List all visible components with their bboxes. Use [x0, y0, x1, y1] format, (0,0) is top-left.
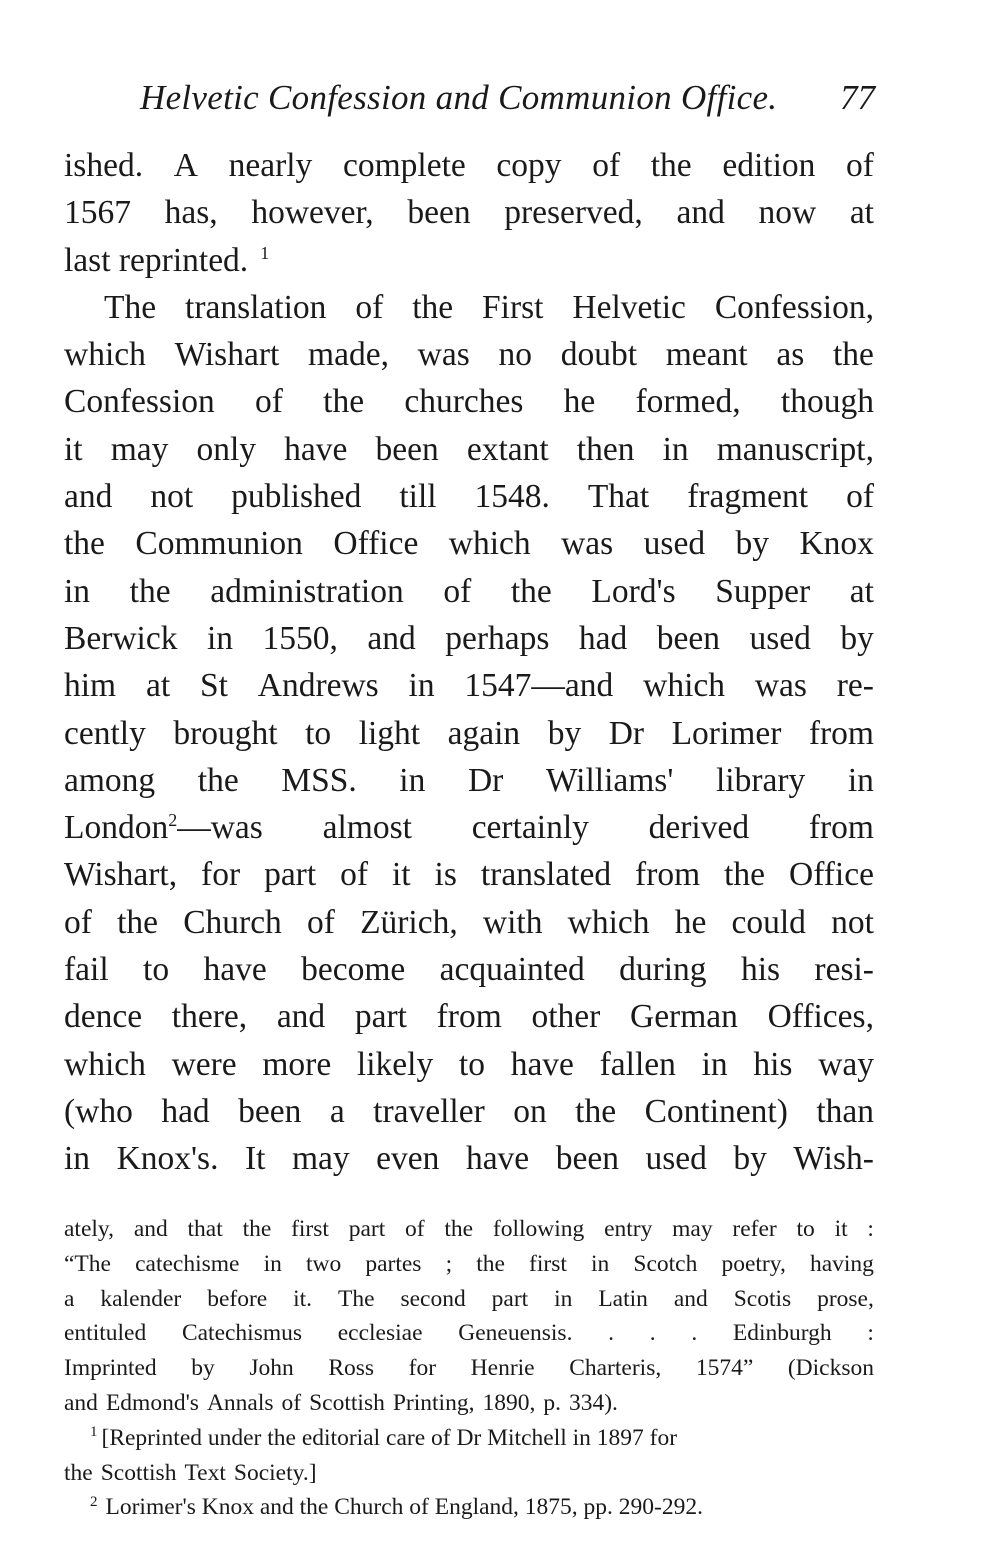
footnote-word: may: [672, 1216, 713, 1242]
text-word: part: [354, 998, 407, 1036]
text-word: in: [408, 667, 435, 705]
text-word: from: [635, 856, 701, 894]
text-word: and: [676, 194, 725, 232]
text-word: have: [510, 1045, 574, 1083]
text-word: German: [630, 998, 738, 1036]
footnote-word: the: [64, 1459, 93, 1486]
footnote-word: John: [249, 1355, 294, 1382]
footnote-word: first: [529, 1250, 567, 1277]
text-word: the: [724, 856, 766, 894]
footnote-word: refer: [732, 1216, 777, 1242]
text-word: at: [849, 572, 874, 610]
footnote-line-content: $^2$ Lorimer's Knox and the Church of England, 1875, pp. 290-292.: [90, 1493, 704, 1521]
footnote-word: (Dickson: [787, 1355, 874, 1382]
footnote-word: for: [408, 1355, 437, 1382]
text-word: was: [754, 667, 807, 705]
text-word: which: [448, 525, 531, 563]
text-word: That: [587, 478, 650, 516]
text-word: used: [643, 525, 706, 563]
footnote-line: [64, 1247, 874, 1282]
text-line: [64, 946, 874, 993]
text-word: than: [816, 1092, 874, 1130]
text-word: the: [323, 383, 365, 421]
footnote-word: Scotch: [633, 1250, 698, 1277]
footnote-word: in: [263, 1250, 282, 1277]
text-line: [64, 1088, 874, 1135]
text-word: Communion: [135, 525, 303, 563]
text-word: been: [238, 1092, 302, 1130]
footnote-word: second: [400, 1285, 466, 1312]
footnote-word: Latin: [598, 1285, 648, 1312]
footnote-word: Catechismus: [181, 1320, 303, 1347]
text-word: his: [740, 951, 781, 989]
footnote-word: Edmond's: [105, 1389, 199, 1416]
footnote-word: Ross: [328, 1355, 375, 1382]
running-title: Helvetic Confession and Communion Office.: [140, 78, 778, 117]
footnote-word: Text: [184, 1459, 226, 1486]
text-word: Dr: [608, 714, 645, 752]
text-line: [64, 284, 874, 331]
footnote-mark-2: 2: [90, 1493, 98, 1510]
text-word: (who: [64, 1092, 133, 1130]
footnote-word: Edinburgh: [732, 1320, 832, 1347]
footnote-ref-2: 2: [168, 810, 178, 830]
text-word: brought: [173, 714, 278, 752]
text-word: traveller: [373, 1092, 485, 1130]
text-word: certainly: [471, 809, 589, 847]
text-word: Lorimer: [671, 714, 782, 752]
text-word: way: [818, 1045, 874, 1083]
text-word: Lord's: [591, 572, 676, 610]
text-word: may: [291, 1140, 350, 1178]
text-word: Wishart,: [64, 856, 178, 894]
text-word: published: [231, 478, 362, 516]
footnote-word: 334).: [568, 1389, 618, 1416]
text-word: were: [171, 1045, 237, 1083]
text-line: [64, 331, 874, 378]
running-head: [140, 78, 875, 128]
text-word: Offices,: [767, 998, 874, 1036]
text-word: part: [264, 856, 317, 894]
text-word: Helvetic: [572, 288, 686, 326]
footnote-word: Geneuensis.: [458, 1320, 573, 1347]
text-word: Confession: [64, 383, 215, 421]
footnote-word: in: [591, 1250, 610, 1277]
footnote-word: entry: [604, 1216, 653, 1242]
footnote-word: the: [444, 1216, 474, 1242]
footnote-line: [64, 1212, 874, 1247]
text-word: to: [305, 714, 332, 752]
text-word: resi-: [814, 951, 874, 989]
text-word: at: [849, 194, 874, 232]
text-word: made,: [308, 336, 389, 374]
text-word: had: [578, 619, 628, 657]
text-word: and: [276, 998, 326, 1036]
text-word: Williams': [545, 761, 674, 799]
text-word: till: [399, 478, 437, 516]
text-word: Berwick: [64, 619, 178, 657]
footnote-words: [Reprinted under the editorial care of Dr Mitchell in 1897 for: [101, 1424, 678, 1451]
footnote-word: .: [649, 1320, 656, 1347]
footnote-word: and: [673, 1285, 708, 1312]
text-word: may: [110, 430, 169, 468]
text-word: The: [104, 288, 157, 326]
footnote-word: The: [337, 1285, 375, 1312]
text-word: edition: [722, 147, 816, 184]
footnote-word: two: [305, 1250, 342, 1277]
text-word: Office: [789, 856, 874, 894]
text-word: to: [143, 951, 170, 989]
text-word: was: [561, 525, 614, 563]
text-word: by: [840, 619, 874, 657]
text-word: during: [619, 951, 707, 989]
text-word: then: [576, 430, 635, 468]
text-word: now: [758, 194, 817, 232]
text-word: in: [399, 761, 426, 799]
text-line: [64, 142, 874, 189]
text-word: with: [482, 903, 543, 941]
text-word: for: [201, 856, 241, 894]
footnote-word: it: [834, 1216, 848, 1242]
text-word: is: [434, 856, 457, 894]
text-word: of: [355, 288, 384, 326]
footnote-word: “The: [64, 1250, 111, 1277]
text-word: been: [407, 194, 471, 232]
footnote-line: [64, 1282, 874, 1317]
text-word: Supper: [715, 572, 811, 610]
footnote-word: ;: [445, 1250, 453, 1277]
text-word: the: [832, 336, 874, 374]
footnote-word: .: [691, 1320, 698, 1347]
text-word: Dr: [467, 761, 504, 799]
footnote-line: [64, 1456, 874, 1491]
footnote-word: Printing,: [392, 1389, 475, 1416]
footnote-word: Scottish: [100, 1459, 177, 1486]
text-word: A: [173, 147, 198, 184]
footnote-word: first: [291, 1216, 329, 1242]
text-word: have: [203, 951, 267, 989]
text-word: the: [64, 525, 105, 563]
footnote-word: Scottish: [309, 1389, 385, 1416]
footnote-word: .: [608, 1320, 615, 1347]
footnote-word: having: [809, 1250, 874, 1277]
text-word: copy: [496, 147, 562, 184]
text-word: it: [64, 430, 83, 468]
text-word: complete: [342, 147, 466, 184]
text-word: the: [412, 288, 454, 326]
text-word: even: [376, 1140, 440, 1178]
text-word: translation: [185, 288, 327, 326]
text-line: [64, 662, 874, 709]
footnote-line: [64, 1386, 874, 1421]
footnote-word: ecclesiae: [337, 1320, 423, 1347]
text-word: translated: [480, 856, 612, 894]
text-word: Continent): [644, 1092, 788, 1130]
text-word: not: [831, 903, 874, 941]
footnote-word: the: [242, 1216, 272, 1242]
text-word: again: [447, 714, 521, 752]
main-text: [64, 142, 874, 1183]
text-word: of: [255, 383, 283, 421]
text-word: in: [206, 619, 234, 657]
text-word: by: [735, 525, 770, 563]
text-word: 1550,: [262, 619, 338, 657]
text-word: extant: [466, 430, 549, 468]
text-word: had: [161, 1092, 210, 1130]
text-word: library: [715, 761, 806, 799]
text-line: [64, 1041, 874, 1088]
text-word: from: [808, 809, 874, 847]
text-word: have: [465, 1140, 530, 1178]
footnote-word: it.: [293, 1285, 313, 1312]
text-word: in: [64, 572, 91, 610]
text-word: fragment: [687, 478, 809, 516]
text-word: of: [340, 856, 369, 894]
footnote-word: :: [867, 1320, 874, 1347]
text-word: though: [780, 383, 874, 421]
text-word: doubt: [560, 336, 638, 374]
footnote-word: entituled: [64, 1320, 147, 1347]
footnote-word: Annals: [206, 1389, 274, 1416]
text-word: 1567: [64, 194, 131, 232]
text-word: of: [443, 572, 472, 610]
text-word: to: [458, 1045, 485, 1083]
text-word: of: [846, 147, 874, 184]
text-word: however,: [251, 194, 374, 232]
text-word: the: [129, 572, 171, 610]
text-word: he: [563, 383, 596, 421]
text-word: Wishart: [174, 336, 280, 374]
footnote-word: and: [133, 1216, 168, 1242]
text-word: which: [567, 903, 650, 941]
text-word: from: [436, 998, 502, 1036]
text-word: MSS.: [281, 761, 357, 799]
footnote-word: of: [405, 1216, 425, 1242]
footnote-word: kalender: [100, 1285, 182, 1312]
footnote-word: Charteris,: [569, 1355, 662, 1382]
text-line: [64, 1135, 874, 1182]
text-word: fallen: [599, 1045, 676, 1083]
text-word: acquainted: [439, 951, 585, 989]
text-word: Church: [183, 903, 282, 941]
text-word: there,: [171, 998, 248, 1036]
text-word: on: [513, 1092, 547, 1130]
text-line: [64, 237, 874, 284]
text-line: [64, 757, 874, 804]
text-word: it: [391, 856, 411, 894]
text-word: which: [643, 667, 725, 705]
text-word: derived: [648, 809, 750, 847]
text-word: a: [329, 1092, 345, 1130]
footnote-mark-1: 1: [90, 1423, 98, 1440]
text-word: been: [656, 619, 721, 657]
text-word: in: [847, 761, 874, 799]
text-word: 1548.: [474, 478, 550, 516]
text-word: administration: [210, 572, 404, 610]
text-word: and: [367, 619, 416, 657]
footnote-word: prose,: [817, 1285, 874, 1312]
text-line: [64, 473, 874, 520]
text-word: been: [555, 1140, 619, 1178]
text-word: 1547—and: [464, 667, 614, 705]
text-line: [64, 520, 874, 567]
text-word: dence: [64, 998, 143, 1036]
text-word: the: [197, 761, 239, 799]
text-word: likely: [356, 1045, 434, 1083]
text-line: [64, 378, 874, 425]
text-word: First: [482, 288, 544, 326]
text-word: formed,: [635, 383, 741, 421]
text-word: only: [196, 430, 257, 468]
text-word: of: [306, 903, 335, 941]
footnote-word: that: [187, 1216, 223, 1242]
footnote-word: by: [191, 1355, 215, 1382]
footnote-line: [64, 1490, 874, 1525]
text-word: and: [64, 478, 113, 516]
text-line: [64, 851, 874, 898]
text-word: other: [531, 998, 601, 1036]
text-word: which: [64, 336, 146, 374]
text-word: of: [592, 147, 621, 184]
text-word: of: [64, 903, 92, 941]
footnote-word: of: [281, 1389, 302, 1416]
footnote-word: before: [207, 1285, 268, 1312]
text-word: Wish-: [793, 1140, 874, 1178]
text-word: the: [575, 1092, 617, 1130]
text-word: almost: [322, 809, 412, 847]
text-word: Knox: [799, 525, 874, 563]
text-word: not: [150, 478, 194, 516]
text-word: London$^2$—was: [64, 809, 263, 847]
text-word: Office: [333, 525, 419, 563]
text-word: re-: [836, 667, 874, 705]
text-word: as: [776, 336, 805, 374]
text-line: [64, 804, 874, 851]
text-word: Zürich,: [360, 903, 458, 941]
footnote-word: Scotis: [733, 1285, 792, 1312]
text-word: no: [498, 336, 532, 374]
text-word: in: [64, 1140, 91, 1178]
text-word: among: [64, 761, 156, 799]
text-word: manuscript,: [716, 430, 874, 468]
footnote-word: :: [867, 1216, 874, 1242]
footnote-word: catechisme: [135, 1250, 240, 1277]
text-word: perhaps: [445, 619, 550, 657]
text-word: preserved,: [504, 194, 643, 232]
text-word: St: [199, 667, 228, 705]
footnote-word: part: [491, 1285, 529, 1312]
text-word: It: [244, 1140, 266, 1178]
text-word: which: [64, 1045, 146, 1083]
text-word: used: [749, 619, 811, 657]
text-word: the: [510, 572, 552, 610]
text-line: [64, 426, 874, 473]
footnote-word: ately,: [64, 1216, 115, 1242]
footnote-word: Society.]: [233, 1459, 317, 1486]
text-word: his: [753, 1045, 793, 1083]
footnote-line: [64, 1421, 874, 1456]
text-word: he: [674, 903, 707, 941]
text-word: of: [846, 478, 874, 516]
footnote-word: 1574”: [695, 1355, 754, 1382]
footnote-word: in: [554, 1285, 573, 1312]
text-word: more: [262, 1045, 332, 1083]
text-line: [64, 899, 874, 946]
text-word: fail: [64, 951, 109, 989]
text-word: become: [301, 951, 406, 989]
footnote-word: a: [64, 1285, 75, 1312]
footnote-word: to: [796, 1216, 815, 1242]
text-word: churches: [404, 383, 524, 421]
text-word: at: [145, 667, 171, 705]
footnote-word: p.: [543, 1389, 561, 1416]
text-word: have: [284, 430, 348, 468]
footnote-word: Henrie: [470, 1355, 535, 1382]
text-word: in: [662, 430, 689, 468]
text-word: by: [547, 714, 582, 752]
text-word: meant: [665, 336, 748, 374]
footnote-word: following: [492, 1216, 585, 1242]
footnote-line: [64, 1351, 874, 1386]
text-line: [64, 710, 874, 757]
text-word: has,: [164, 194, 218, 232]
text-word: nearly: [228, 147, 313, 184]
page-number: 77: [840, 78, 875, 117]
text-line: [64, 615, 874, 662]
footnote-word: and: [64, 1389, 98, 1416]
text-word: Andrews: [257, 667, 379, 705]
footnotes: [64, 1212, 874, 1525]
footnote-line-content: [90, 1421, 677, 1456]
text-word: light: [358, 714, 421, 752]
text-word: could: [731, 903, 806, 941]
text-word: Knox's.: [116, 1140, 219, 1178]
text-line: [64, 189, 874, 236]
text-word: the: [117, 903, 159, 941]
text-word: ished.: [64, 147, 144, 184]
text-word: from: [808, 714, 874, 752]
text-word: cently: [64, 714, 146, 752]
footnote-word: partes: [365, 1250, 422, 1277]
text-word: by: [733, 1140, 767, 1178]
text-word: was: [417, 336, 470, 374]
text-word: Confession,: [714, 288, 874, 326]
footnote-ref-1: 1: [260, 242, 270, 263]
footnote-word: 1890,: [482, 1389, 536, 1416]
text-word: the: [650, 147, 692, 184]
footnote-word: part: [348, 1216, 386, 1242]
text-line: [64, 568, 874, 615]
text-word: him: [64, 667, 117, 705]
footnote-word: poetry,: [721, 1250, 786, 1277]
footnote-word: the: [476, 1250, 505, 1277]
text-word: used: [645, 1140, 707, 1178]
text-word: been: [375, 430, 439, 468]
text-line: [64, 993, 874, 1040]
footnote-line: [64, 1316, 874, 1351]
footnote-word: Imprinted: [64, 1355, 157, 1382]
text-word: in: [701, 1045, 728, 1083]
text-line-content: last reprinted. $^1$: [64, 241, 270, 279]
